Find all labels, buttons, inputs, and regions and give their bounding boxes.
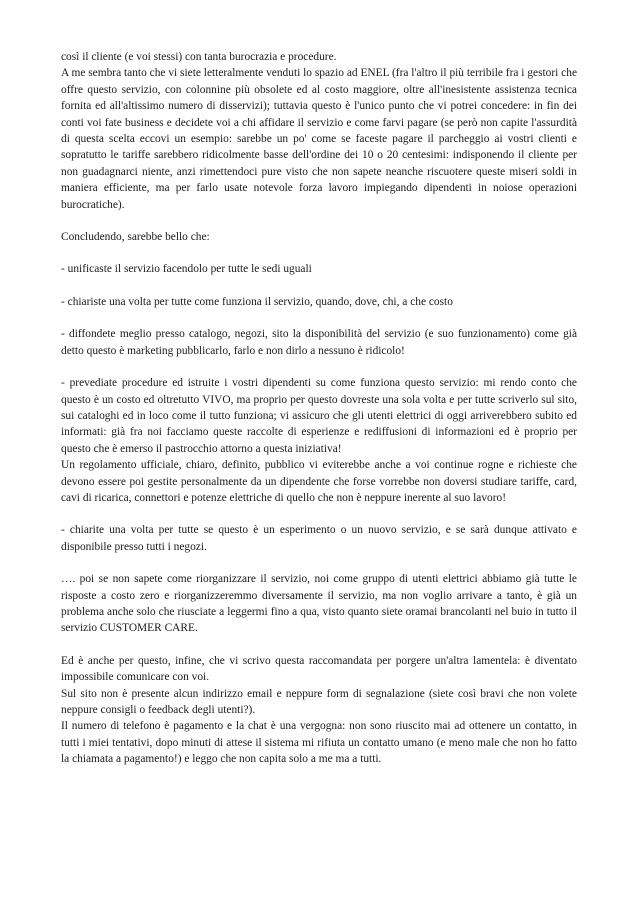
list-item-experiment-or-service: - chiarite una volta per tutte se questo è un esperimento o un nuovo servizio, e se sarà dunque attivato e disponibile presso tutti i negozi.: [61, 524, 577, 553]
paragraph-enel-complaint: A me sembra tanto che vi siete letteralmente venduti lo spazio ad ENEL (fra l'altro il più terribile fra i gestori che offre questo servizio, con colonnine più obsolete ed al costo maggiore, oltre all'inesistente assistenza tecnica fornita ed all'altissimo numero di disservizi); tuttavia questo è l'unico punto che vi potrei concedere: in fin dei conti voi fate business e decidete voi a chi affidare il servizio e come farvi pagare (se però non capite l'assurdità di questa scelta eccovi un esempio: sarebbe un po' come se faceste pagare il parcheggio ai vostri clienti e sopratutto le tariffe sarebbero ridicolmente basse dell'ordine dei 10 o 20 centesimi: indisponendo il cliente per non guadagnarci niente, anzi rimettendoci pure visto che non sapete neanche riscuotere queste miseri soldi in maniera efficiente, ma per farlo usate notevole forza lavoro impiegando dipendenti in noiose operazioni burocratiche).: [61, 67, 577, 211]
paragraph-communication-complaint: Ed è anche per questo, infine, che vi scrivo questa raccomandata per porgere un'altra lamentela: è diventato impossibile comunicare con voi.: [61, 654, 577, 684]
document-page: [61, 49, 577, 768]
list-item-unify-service: - unificaste il servizio facendolo per tutte le sedi uguali: [61, 263, 312, 276]
paragraph-intro-continuation: così il cliente (e voi stessi) con tanta burocrazia e procedure.: [61, 51, 337, 63]
list-item-clarify-service: - chiariste una volta per tutte come funziona il servizio, quando, dove, chi, a che costo: [61, 295, 453, 308]
paragraph-phone-chat: Il numero di telefono è pagamento e la chat è una vergogna: non sono riuscito mai ad ottenere un contatto, in tutti i miei tentativi, dopo minuti di attese il sistema mi rifiuta un contatto umano (e meno male che non ho fatto la chiamata a pagamento!) e leggo che non capita solo a me ma a tutti.: [61, 720, 577, 766]
paragraph-official-regulation: Un regolamento ufficiale, chiaro, definito, pubblico vi eviterebbe anche a voi continue rogne e richieste che devono essere poi gestite personalmente da un dipendente che forse vorrebbe non doversi studiare tariffe, card, cavi di ricarica, connettori e potenze elettriche di quello che non è neppure inerente al suo lavoro!: [61, 459, 577, 504]
paragraph-no-email-form: Sul sito non è presente alcun indirizzo email e neppure form di segnalazione (siete così bravi che non volete neppure consigli o feedback degli utenti?).: [61, 687, 577, 716]
list-item-train-staff: - prevediate procedure ed istruite i vostri dipendenti su come funziona questo servizio: mi rendo conto che questo è un costo ed oltretutto VIVO, ma proprio per questo dovreste una sola volta e per tutte scriverlo sul sito, sui cataloghi ed in loco come il tutto funziona; vi assicuro che gli utenti elettrici di oggi arriverebbero subito ed informati: già fra noi facciamo queste raccolte di esperienze e rediffusioni di informazioni ed è proprio per questo che è emerso il pastrocchio attorno a questa iniziativa!: [61, 377, 577, 455]
paragraph-reorganize-offer: …. poi se non sapete come riorganizzare il servizio, noi come gruppo di utenti elettrici abbiamo già tutte le risposte a costo zero e riorganizzeremmo diversamente il servizio, ma non voglio arrivare a tanto, è già un problema anche solo che riusciate a leggermi fino a qua, visto quanto siete oramai brancolanti nel buio in tutto il servizio CUSTOMER CARE.: [61, 573, 577, 635]
paragraph-conclusion-heading: Concludendo, sarebbe bello che:: [61, 231, 210, 244]
list-item-promote-availability: - diffondete meglio presso catalogo, negozi, sito la disponibilità del servizio (e suo funzionamento) come già detto questo è marketing pubblicarlo, farlo e non dirlo a nessuno è ridicolo!: [61, 328, 577, 357]
